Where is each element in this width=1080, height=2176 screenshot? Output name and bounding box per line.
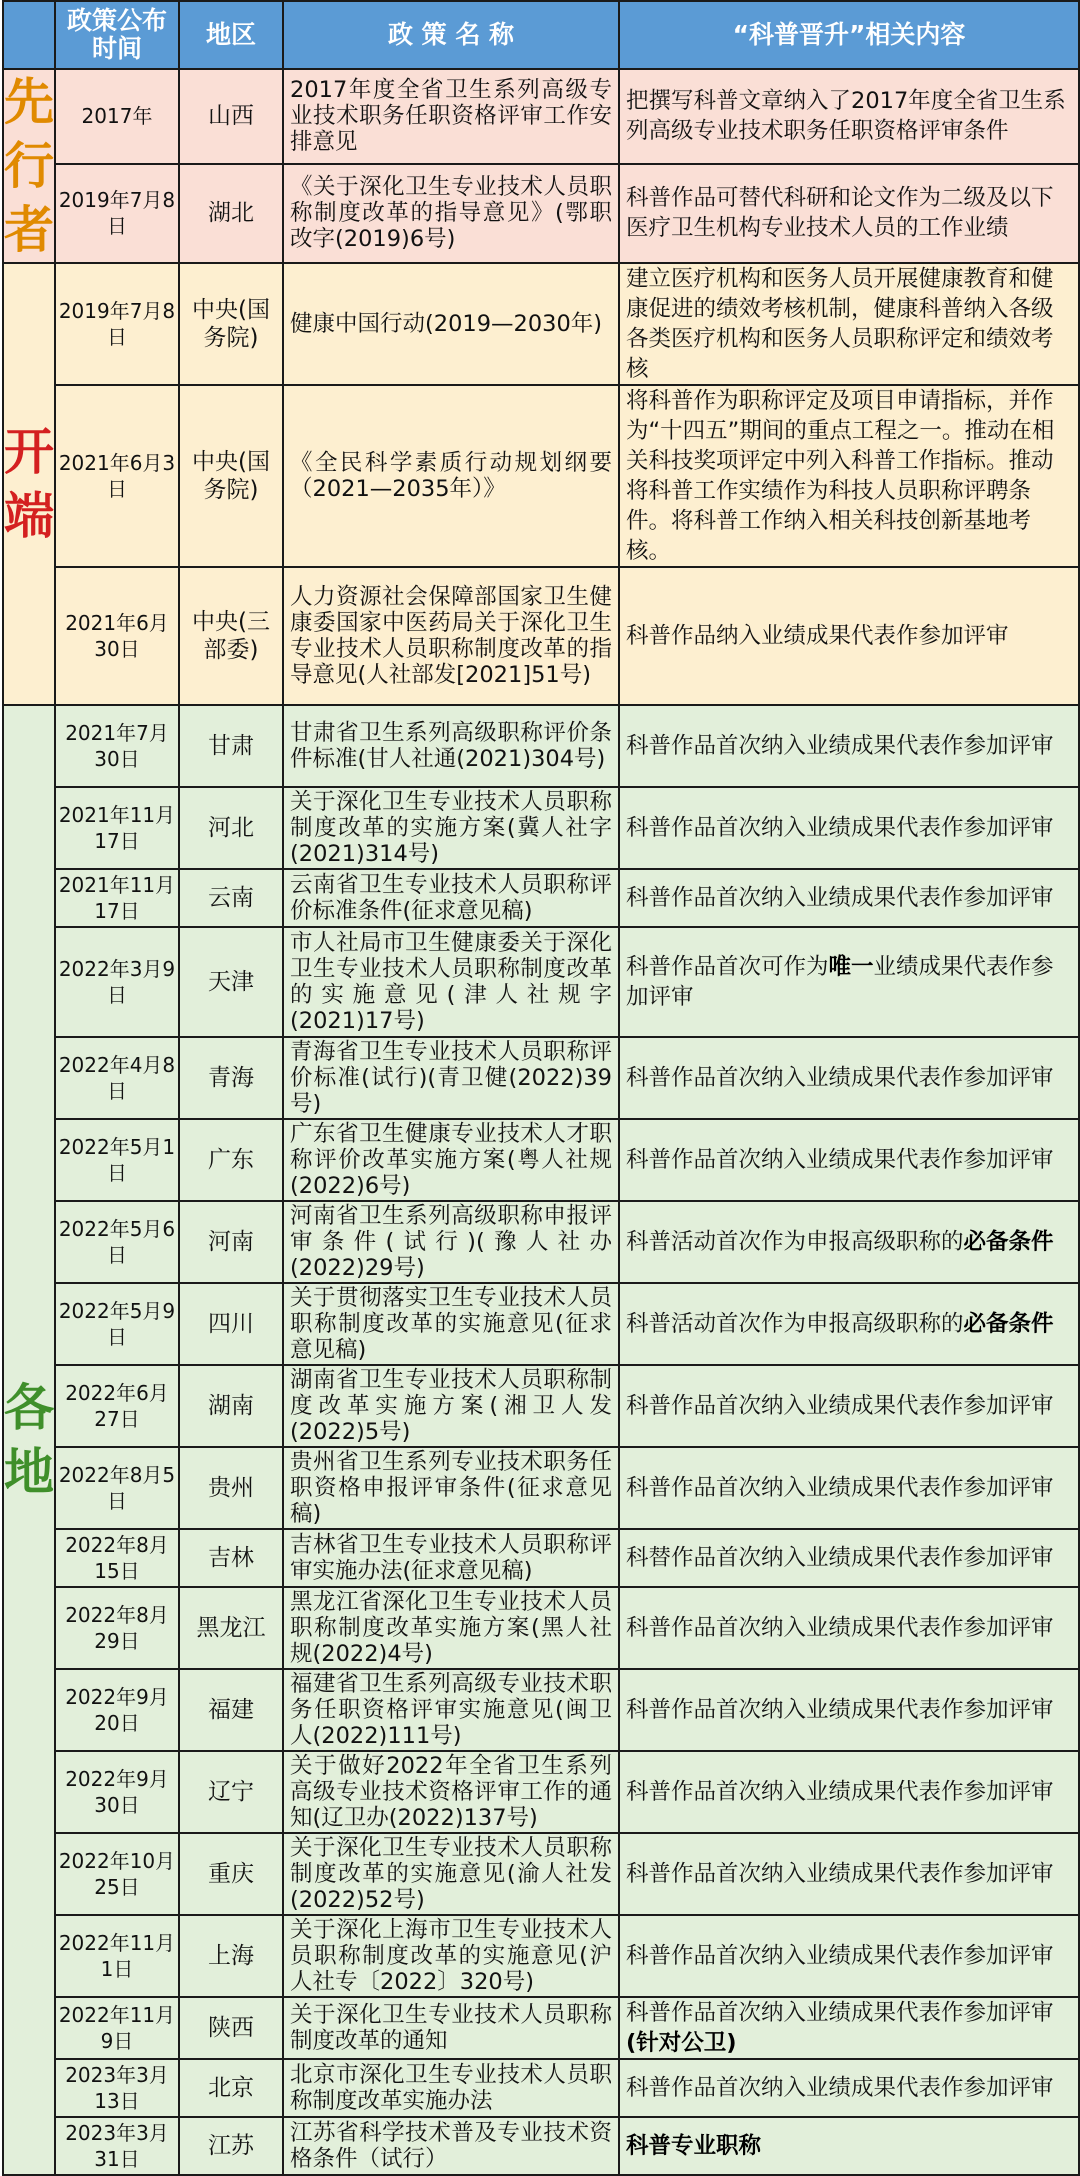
table-row xyxy=(3,1833,1079,1915)
header-group xyxy=(3,1,55,69)
policy-region: 湖南 xyxy=(179,1365,283,1447)
policy-content: 科普作品首次纳入业绩成果代表作参加评审 xyxy=(619,1915,1079,1997)
table-row xyxy=(3,1201,1079,1283)
policy-region: 陕西 xyxy=(179,1997,283,2059)
policy-date: 2021年6月3日 xyxy=(55,385,179,567)
policy-content: 科普作品首次纳入业绩成果代表作参加评审 xyxy=(619,1669,1079,1751)
table-row xyxy=(3,1365,1079,1447)
policy-region: 广东 xyxy=(179,1119,283,1201)
policy-date: 2022年10月25日 xyxy=(55,1833,179,1915)
policy-name: 《关于深化卫生专业技术人员职称制度改革的指导意见》(鄂职改字(2019)6号) xyxy=(283,164,619,263)
table-row xyxy=(3,567,1079,705)
policy-content: 科普专业职称 xyxy=(619,2117,1079,2175)
policy-region: 青海 xyxy=(179,1037,283,1119)
policy-region: 天津 xyxy=(179,927,283,1037)
policy-content: 科普作品首次纳入业绩成果代表作参加评审 xyxy=(619,1447,1079,1529)
policy-content: 建立医疗机构和医务人员开展健康教育和健康促进的绩效考核机制，健康科普纳入各级各类医疗机构和医务人员职称评定和绩效考核 xyxy=(619,263,1079,385)
policy-content: 科普作品首次纳入业绩成果代表作参加评审 xyxy=(619,1751,1079,1833)
policy-date: 2022年9月20日 xyxy=(55,1669,179,1751)
policy-content: 科普活动首次作为申报高级职称的必备条件 xyxy=(619,1283,1079,1365)
policy-region: 黑龙江 xyxy=(179,1587,283,1669)
policy-region: 山西 xyxy=(179,69,283,164)
policy-name: 北京市深化卫生专业技术人员职称制度改革实施办法 xyxy=(283,2059,619,2117)
table-row xyxy=(3,1915,1079,1997)
policy-region: 重庆 xyxy=(179,1833,283,1915)
table-row xyxy=(3,164,1079,263)
policy-name: 江苏省科学技术普及专业技术资格条件（试行） xyxy=(283,2117,619,2175)
header-region: 地区 xyxy=(179,1,283,69)
policy-name: 健康中国行动(2019—2030年) xyxy=(283,263,619,385)
policy-name: 甘肃省卫生系列高级职称评价条件标准(甘人社通(2021)304号) xyxy=(283,705,619,787)
table-row xyxy=(3,869,1079,927)
header-time: 政策公布时间 xyxy=(55,1,179,69)
policy-date: 2019年7月8日 xyxy=(55,164,179,263)
policy-region: 吉林 xyxy=(179,1529,283,1587)
policy-name: 《全民科学素质行动规划纲要（2021—2035年）》 xyxy=(283,385,619,567)
table-row xyxy=(3,705,1079,787)
table-header-row xyxy=(3,1,1079,69)
policy-date: 2022年11月9日 xyxy=(55,1997,179,2059)
policy-date: 2017年 xyxy=(55,69,179,164)
policy-region: 四川 xyxy=(179,1283,283,1365)
policy-content: 将科普作为职称评定及项目申请指标，并作为“十四五”期间的重点工程之一。推动在相关科技奖项评定中列入科普工作指标。推动将科普工作实绩作为科技人员职称评聘条件。将科普工作纳入相关科技创新基地考核。 xyxy=(619,385,1079,567)
policy-name: 青海省卫生专业技术人员职称评价标准(试行)(青卫健(2022)39号) xyxy=(283,1037,619,1119)
policy-date: 2022年5月1日 xyxy=(55,1119,179,1201)
header-name: 政 策 名 称 xyxy=(283,1,619,69)
policy-content: 科普活动首次作为申报高级职称的必备条件 xyxy=(619,1201,1079,1283)
policy-date: 2022年9月30日 xyxy=(55,1751,179,1833)
policy-content: 科普作品首次纳入业绩成果代表作参加评审 xyxy=(619,1037,1079,1119)
policy-content: 科普作品纳入业绩成果代表作参加评审 xyxy=(619,567,1079,705)
policy-region: 辽宁 xyxy=(179,1751,283,1833)
policy-date: 2022年8月29日 xyxy=(55,1587,179,1669)
table-row xyxy=(3,1447,1079,1529)
table-body xyxy=(3,69,1079,2175)
table-row xyxy=(3,385,1079,567)
policy-date: 2019年7月8日 xyxy=(55,263,179,385)
policy-region: 北京 xyxy=(179,2059,283,2117)
policy-date: 2021年6月30日 xyxy=(55,567,179,705)
policy-name: 吉林省卫生专业技术人员职称评审实施办法(征求意见稿) xyxy=(283,1529,619,1587)
policy-content: 科普作品首次纳入业绩成果代表作参加评审 xyxy=(619,705,1079,787)
table-row xyxy=(3,69,1079,164)
table-row xyxy=(3,263,1079,385)
policy-content: 科替作品首次纳入业绩成果代表作参加评审 xyxy=(619,1529,1079,1587)
policy-content: 科普作品首次纳入业绩成果代表作参加评审 xyxy=(619,1365,1079,1447)
policy-date: 2022年5月6日 xyxy=(55,1201,179,1283)
policy-content: 科普作品首次纳入业绩成果代表作参加评审 xyxy=(619,1119,1079,1201)
policy-region: 江苏 xyxy=(179,2117,283,2175)
policy-date: 2022年5月9日 xyxy=(55,1283,179,1365)
policy-region: 中央(国务院) xyxy=(179,385,283,567)
policy-date: 2022年8月15日 xyxy=(55,1529,179,1587)
policy-content: 把撰写科普文章纳入了2017年度全省卫生系列高级专业技术职务任职资格评审条件 xyxy=(619,69,1079,164)
table-row xyxy=(3,927,1079,1037)
policy-region: 贵州 xyxy=(179,1447,283,1529)
policy-name: 关于深化上海市卫生专业技术人员职称制度改革的实施意见(沪人社专〔2022〕320号) xyxy=(283,1915,619,1997)
policy-date: 2021年11月17日 xyxy=(55,869,179,927)
policy-content: 科普作品首次纳入业绩成果代表作参加评审(针对公卫) xyxy=(619,1997,1079,2059)
policy-date: 2022年6月27日 xyxy=(55,1365,179,1447)
policy-content: 科普作品首次纳入业绩成果代表作参加评审 xyxy=(619,1833,1079,1915)
header-content: “科普晋升”相关内容 xyxy=(619,1,1079,69)
group-label: 开 端 xyxy=(3,263,55,705)
policy-date: 2022年3月9日 xyxy=(55,927,179,1037)
policy-region: 湖北 xyxy=(179,164,283,263)
policy-name: 关于深化卫生专业技术人员职称制度改革的实施方案(冀人社字(2021)314号) xyxy=(283,787,619,869)
policy-name: 2017年度全省卫生系列高级专业技术职务任职资格评审工作安排意见 xyxy=(283,69,619,164)
table-row xyxy=(3,1283,1079,1365)
policy-name: 人力资源社会保障部国家卫生健康委国家中医药局关于深化卫生专业技术人员职称制度改革的指导意见(人社部发[2021]51号) xyxy=(283,567,619,705)
table-row xyxy=(3,1751,1079,1833)
policy-region: 中央(三部委) xyxy=(179,567,283,705)
policy-region: 河南 xyxy=(179,1201,283,1283)
policy-date: 2022年4月8日 xyxy=(55,1037,179,1119)
policy-date: 2022年8月5日 xyxy=(55,1447,179,1529)
policy-name: 关于深化卫生专业技术人员职称制度改革的通知 xyxy=(283,1997,619,2059)
policy-name: 湖南省卫生专业技术人员职称制度改革实施方案(湘卫人发(2022)5号) xyxy=(283,1365,619,1447)
policy-content: 科普作品首次可作为唯一业绩成果代表作参加评审 xyxy=(619,927,1079,1037)
policy-region: 河北 xyxy=(179,787,283,869)
table-row xyxy=(3,1529,1079,1587)
policy-region: 福建 xyxy=(179,1669,283,1751)
policy-name: 贵州省卫生系列专业技术职务任职资格申报评审条件(征求意见稿) xyxy=(283,1447,619,1529)
policy-date: 2021年11月17日 xyxy=(55,787,179,869)
policy-region: 上海 xyxy=(179,1915,283,1997)
policy-name: 市人社局市卫生健康委关于深化卫生专业技术人员职称制度改革的实施意见(津人社规字(2021)17号) xyxy=(283,927,619,1037)
table-row xyxy=(3,1669,1079,1751)
table-row xyxy=(3,1587,1079,1669)
policy-content: 科普作品首次纳入业绩成果代表作参加评审 xyxy=(619,869,1079,927)
table-row xyxy=(3,2059,1079,2117)
policy-region: 甘肃 xyxy=(179,705,283,787)
table-row xyxy=(3,1119,1079,1201)
policy-name: 关于做好2022年全省卫生系列高级专业技术资格评审工作的通知(辽卫办(2022)137号) xyxy=(283,1751,619,1833)
policy-content: 科普作品首次纳入业绩成果代表作参加评审 xyxy=(619,2059,1079,2117)
policy-content: 科普作品首次纳入业绩成果代表作参加评审 xyxy=(619,1587,1079,1669)
policy-name: 关于深化卫生专业技术人员职称制度改革的实施意见(渝人社发(2022)52号) xyxy=(283,1833,619,1915)
policy-name: 关于贯彻落实卫生专业技术人员职称制度改革的实施意见(征求意见稿) xyxy=(283,1283,619,1365)
policy-name: 福建省卫生系列高级专业技术职务任职资格评审实施意见(闽卫人(2022)111号) xyxy=(283,1669,619,1751)
table-row xyxy=(3,2117,1079,2175)
policy-name: 云南省卫生专业技术人员职称评价标准条件(征求意见稿) xyxy=(283,869,619,927)
table-row xyxy=(3,1997,1079,2059)
policy-content: 科普作品首次纳入业绩成果代表作参加评审 xyxy=(619,787,1079,869)
policy-region: 中央(国务院) xyxy=(179,263,283,385)
policy-content: 科普作品可替代科研和论文作为二级及以下医疗卫生机构专业技术人员的工作业绩 xyxy=(619,164,1079,263)
group-label: 先 行 者 xyxy=(3,69,55,263)
group-label: 各 地 xyxy=(3,705,55,2175)
policy-date: 2022年11月1日 xyxy=(55,1915,179,1997)
policy-date: 2021年7月30日 xyxy=(55,705,179,787)
table-row xyxy=(3,787,1079,869)
policy-region: 云南 xyxy=(179,869,283,927)
policy-date: 2023年3月13日 xyxy=(55,2059,179,2117)
policy-date: 2023年3月31日 xyxy=(55,2117,179,2175)
policy-name: 黑龙江省深化卫生专业技术人员职称制度改革实施方案(黑人社规(2022)4号) xyxy=(283,1587,619,1669)
policy-table xyxy=(2,0,1080,2176)
policy-name: 广东省卫生健康专业技术人才职称评价改革实施方案(粤人社规(2022)6号) xyxy=(283,1119,619,1201)
policy-name: 河南省卫生系列高级职称申报评审条件(试行)(豫人社办(2022)29号) xyxy=(283,1201,619,1283)
table-row xyxy=(3,1037,1079,1119)
